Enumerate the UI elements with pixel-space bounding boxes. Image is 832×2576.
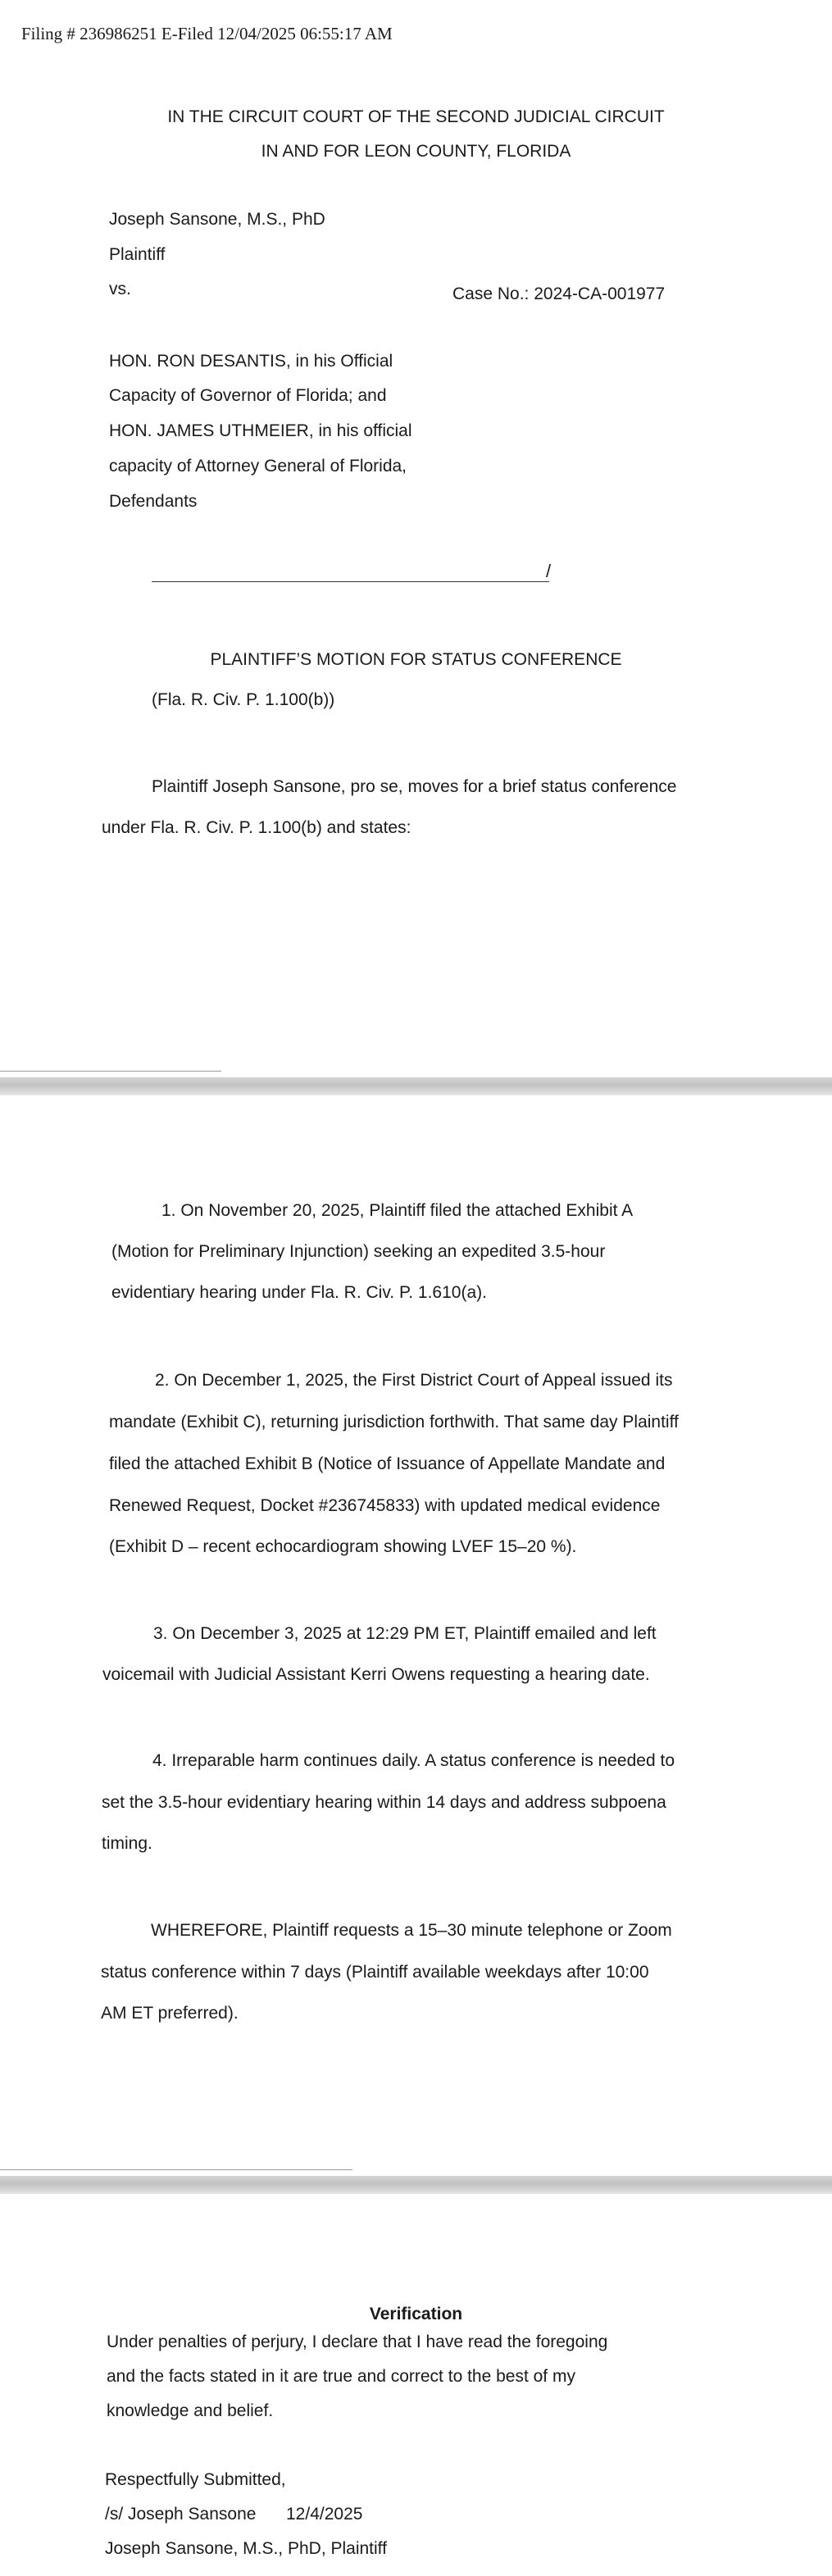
- page-separator: [0, 1077, 832, 1095]
- document-page-2: [0, 1095, 832, 2176]
- motion-title: PLAINTIFF’S MOTION FOR STATUS CONFERENCE: [210, 650, 622, 669]
- intro-line: Plaintiff Joseph Sansone, pro se, moves for a brief status conference: [152, 777, 677, 796]
- defendant-line: Capacity of Governor of Florida; and: [109, 386, 387, 405]
- paragraph-line: status conference within 7 days (Plaintiff available weekdays after 10:00: [101, 1963, 649, 1982]
- page-separator: [0, 2176, 832, 2194]
- defendant-line: HON. JAMES UTHMEIER, in his official: [109, 421, 412, 440]
- paragraph-line: Renewed Request, Docket #236745833) with updated medical evidence: [109, 1496, 661, 1515]
- defendant-line: HON. RON DESANTIS, in his Official: [109, 352, 393, 371]
- paragraph-line: voicemail with Judicial Assistant Kerri Owens requesting a hearing date.: [102, 1665, 650, 1684]
- case-number: Case No.: 2024-CA-001977: [452, 284, 666, 303]
- paragraph-line: 3. On December 3, 2025 at 12:29 PM ET, Plaintiff emailed and left: [153, 1624, 657, 1643]
- paragraph-line: 2. On December 1, 2025, the First District Court of Appeal issued its: [155, 1371, 673, 1390]
- verification-line: Under penalties of perjury, I declare that I have read the foregoing: [107, 2333, 608, 2351]
- versus-label: vs.: [109, 280, 131, 298]
- paragraph-line: timing.: [102, 1834, 152, 1853]
- paragraph-line: AM ET preferred).: [101, 2004, 239, 2023]
- signature-date: 12/4/2025: [286, 2505, 363, 2524]
- paragraph-line: 4. Irreparable harm continues daily. A status conference is needed to: [152, 1751, 675, 1770]
- signer-name: Joseph Sansone, M.S., PhD, Plaintiff: [105, 2539, 387, 2558]
- document-page-1: [0, 0, 832, 1077]
- paragraph-line: filed the attached Exhibit B (Notice of Issuance of Appellate Mandate and: [109, 1454, 666, 1473]
- verification-line: and the facts stated in it are true and correct to the best of my: [107, 2367, 575, 2386]
- motion-rule: (Fla. R. Civ. P. 1.100(b)): [152, 690, 335, 709]
- plaintiff-name: Joseph Sansone, M.S., PhD: [109, 210, 325, 229]
- caption-divider-slash: /: [546, 561, 552, 581]
- defendant-line: Defendants: [109, 492, 198, 511]
- defendant-line: capacity of Attorney General of Florida,: [109, 457, 407, 476]
- paragraph-line: (Exhibit D – recent echocardiogram showing LVEF 15–20 %).: [109, 1537, 577, 1556]
- verification-heading: Verification: [369, 2305, 463, 2323]
- paragraph-line: (Motion for Preliminary Injunction) seeking an expedited 3.5-hour: [111, 1242, 606, 1261]
- court-heading-line1: IN THE CIRCUIT COURT OF THE SECOND JUDICIAL CIRCUIT: [167, 107, 665, 126]
- court-heading-line2: IN AND FOR LEON COUNTY, FLORIDA: [261, 142, 571, 161]
- verification-line: knowledge and belief.: [107, 2401, 274, 2420]
- caption-divider-line: [152, 581, 549, 582]
- paragraph-line: 1. On November 20, 2025, Plaintiff filed the attached Exhibit A: [161, 1201, 634, 1220]
- closing-line: Respectfully Submitted,: [105, 2470, 286, 2489]
- paragraph-line: evidentiary hearing under Fla. R. Civ. P. 1.610(a).: [111, 1283, 487, 1302]
- filing-stamp: Filing # 236986251 E-Filed 12/04/2025 06:55:17 AM: [21, 24, 393, 43]
- intro-line: under Fla. R. Civ. P. 1.100(b) and states:: [102, 818, 411, 837]
- scan-artifact-line: [0, 1071, 221, 1072]
- paragraph-line: WHEREFORE, Plaintiff requests a 15–30 minute telephone or Zoom: [151, 1921, 672, 1940]
- signature-line: /s/ Joseph Sansone: [105, 2505, 257, 2524]
- paragraph-line: set the 3.5-hour evidentiary hearing within 14 days and address subpoena: [102, 1793, 666, 1812]
- document-page-3: [0, 2194, 832, 2576]
- paragraph-line: mandate (Exhibit C), returning jurisdiction forthwith. That same day Plaintiff: [109, 1413, 679, 1431]
- scan-artifact-line: [0, 2169, 352, 2170]
- plaintiff-role: Plaintiff: [109, 245, 166, 264]
